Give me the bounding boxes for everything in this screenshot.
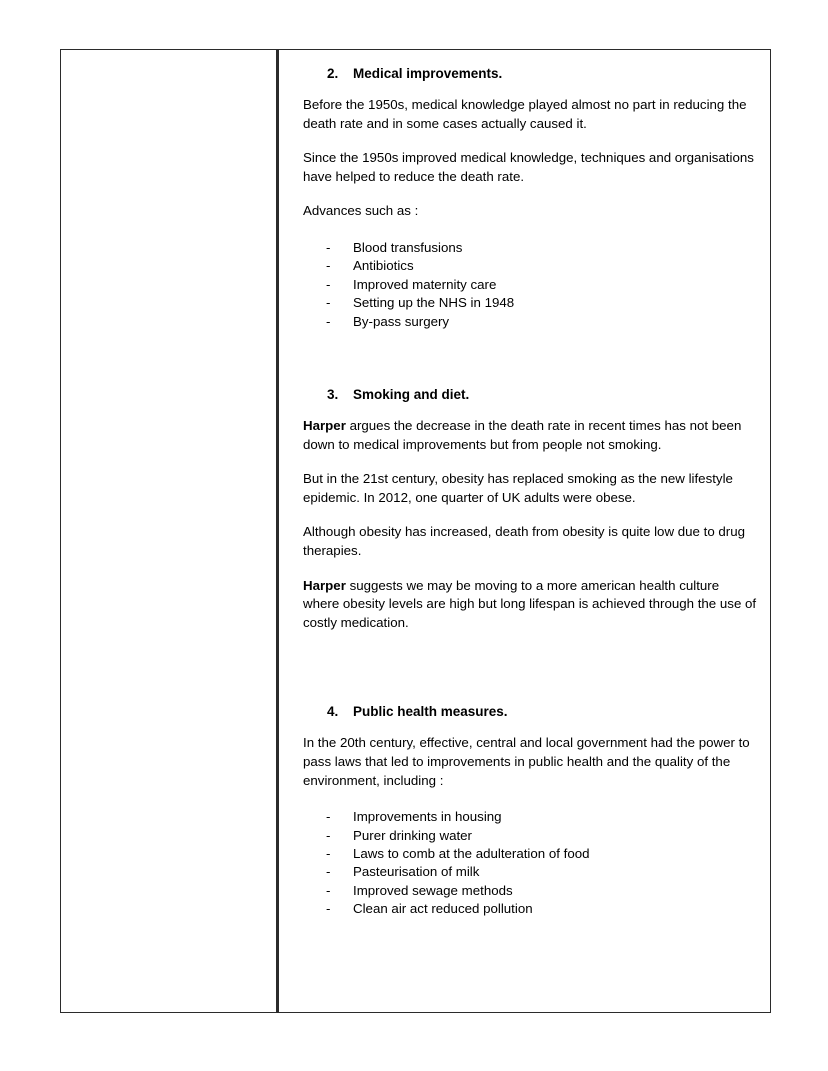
dash-marker-icon: - (326, 258, 331, 274)
dash-marker-icon: - (326, 882, 331, 898)
paragraph (303, 417, 758, 454)
list-item-label: Setting up the NHS in 1948 (353, 295, 515, 311)
paragraph: Advances such as : (303, 203, 419, 219)
section-block (303, 385, 758, 632)
section-spacer (303, 648, 758, 702)
paragraph-lead: Harper (303, 577, 346, 593)
paragraph: Since the 1950s improved medical knowledge, techniques and organisations have helped to reduce the death rate. (303, 150, 754, 184)
paragraph (303, 577, 758, 633)
list-item-label: Improvements in housing (353, 809, 502, 825)
list-item-label: Blood transfusions (353, 239, 463, 255)
paragraph: Although obesity has increased, death from obesity is quite low due to drug therapies. (303, 524, 746, 558)
dash-marker-icon: - (326, 864, 331, 880)
list-item (326, 882, 758, 900)
list-item-label: Improved maternity care (353, 276, 497, 292)
list-item (326, 276, 758, 294)
list-item (326, 808, 758, 826)
table-right-column (279, 50, 770, 1012)
section-block (303, 702, 758, 918)
dash-list (303, 239, 758, 331)
paragraph-body: argues the decrease in the death rate in recent times has not been down to medical improvements but from people not smoking. (303, 418, 742, 452)
dash-marker-icon: - (326, 276, 331, 292)
list-item-label: Clean air act reduced pollution (353, 901, 533, 917)
dash-marker-icon: - (326, 827, 331, 843)
section-heading (303, 385, 758, 404)
dash-list (303, 808, 758, 918)
section-number: 2. (327, 66, 339, 81)
dash-marker-icon: - (326, 901, 331, 917)
dash-marker-icon: - (326, 809, 331, 825)
list-item (326, 827, 758, 845)
list-item (326, 863, 758, 881)
list-item (326, 294, 758, 312)
section-title: Public health measures. (353, 704, 508, 720)
list-item (326, 845, 758, 863)
list-item-label: Purer drinking water (353, 827, 472, 843)
notes-table (60, 49, 771, 1013)
list-item (326, 900, 758, 918)
section-spacer (303, 331, 758, 385)
dash-marker-icon: - (326, 239, 331, 255)
list-item-label: Laws to comb at the adulteration of food (353, 845, 590, 861)
dash-marker-icon: - (326, 845, 331, 861)
list-item-label: Improved sewage methods (353, 882, 513, 898)
list-item-label: By-pass surgery (353, 313, 450, 329)
section-block (303, 64, 758, 331)
list-item (326, 239, 758, 257)
dash-marker-icon: - (326, 313, 331, 329)
section-number: 3. (327, 387, 339, 402)
section-number: 4. (327, 704, 339, 720)
dash-marker-icon: - (326, 295, 331, 311)
paragraph-lead: Harper (303, 418, 346, 433)
section-title: Medical improvements. (353, 66, 503, 81)
table-left-column (61, 50, 279, 1012)
paragraph: Before the 1950s, medical knowledge played almost no part in reducing the death rate and in some cases actually caused it. (303, 97, 747, 131)
section-title: Smoking and diet. (353, 387, 470, 402)
section-heading (303, 64, 758, 83)
paragraph: But in the 21st century, obesity has replaced smoking as the new lifestyle epidemic. In 2012, one quarter of UK adults were obese. (303, 471, 733, 505)
list-item-label: Antibiotics (353, 258, 414, 274)
paragraph-body: suggests we may be moving to a more american health culture where obesity levels are high but long lifespan is achieved through the use of costly medication. (303, 577, 757, 630)
list-item-label: Pasteurisation of milk (353, 864, 480, 880)
paragraph: In the 20th century, effective, central and local government had the power to pass laws that led to improvements in public health and the quality of the environment, including : (303, 735, 750, 788)
section-heading (303, 702, 758, 721)
list-item (326, 313, 758, 331)
list-item (326, 257, 758, 275)
